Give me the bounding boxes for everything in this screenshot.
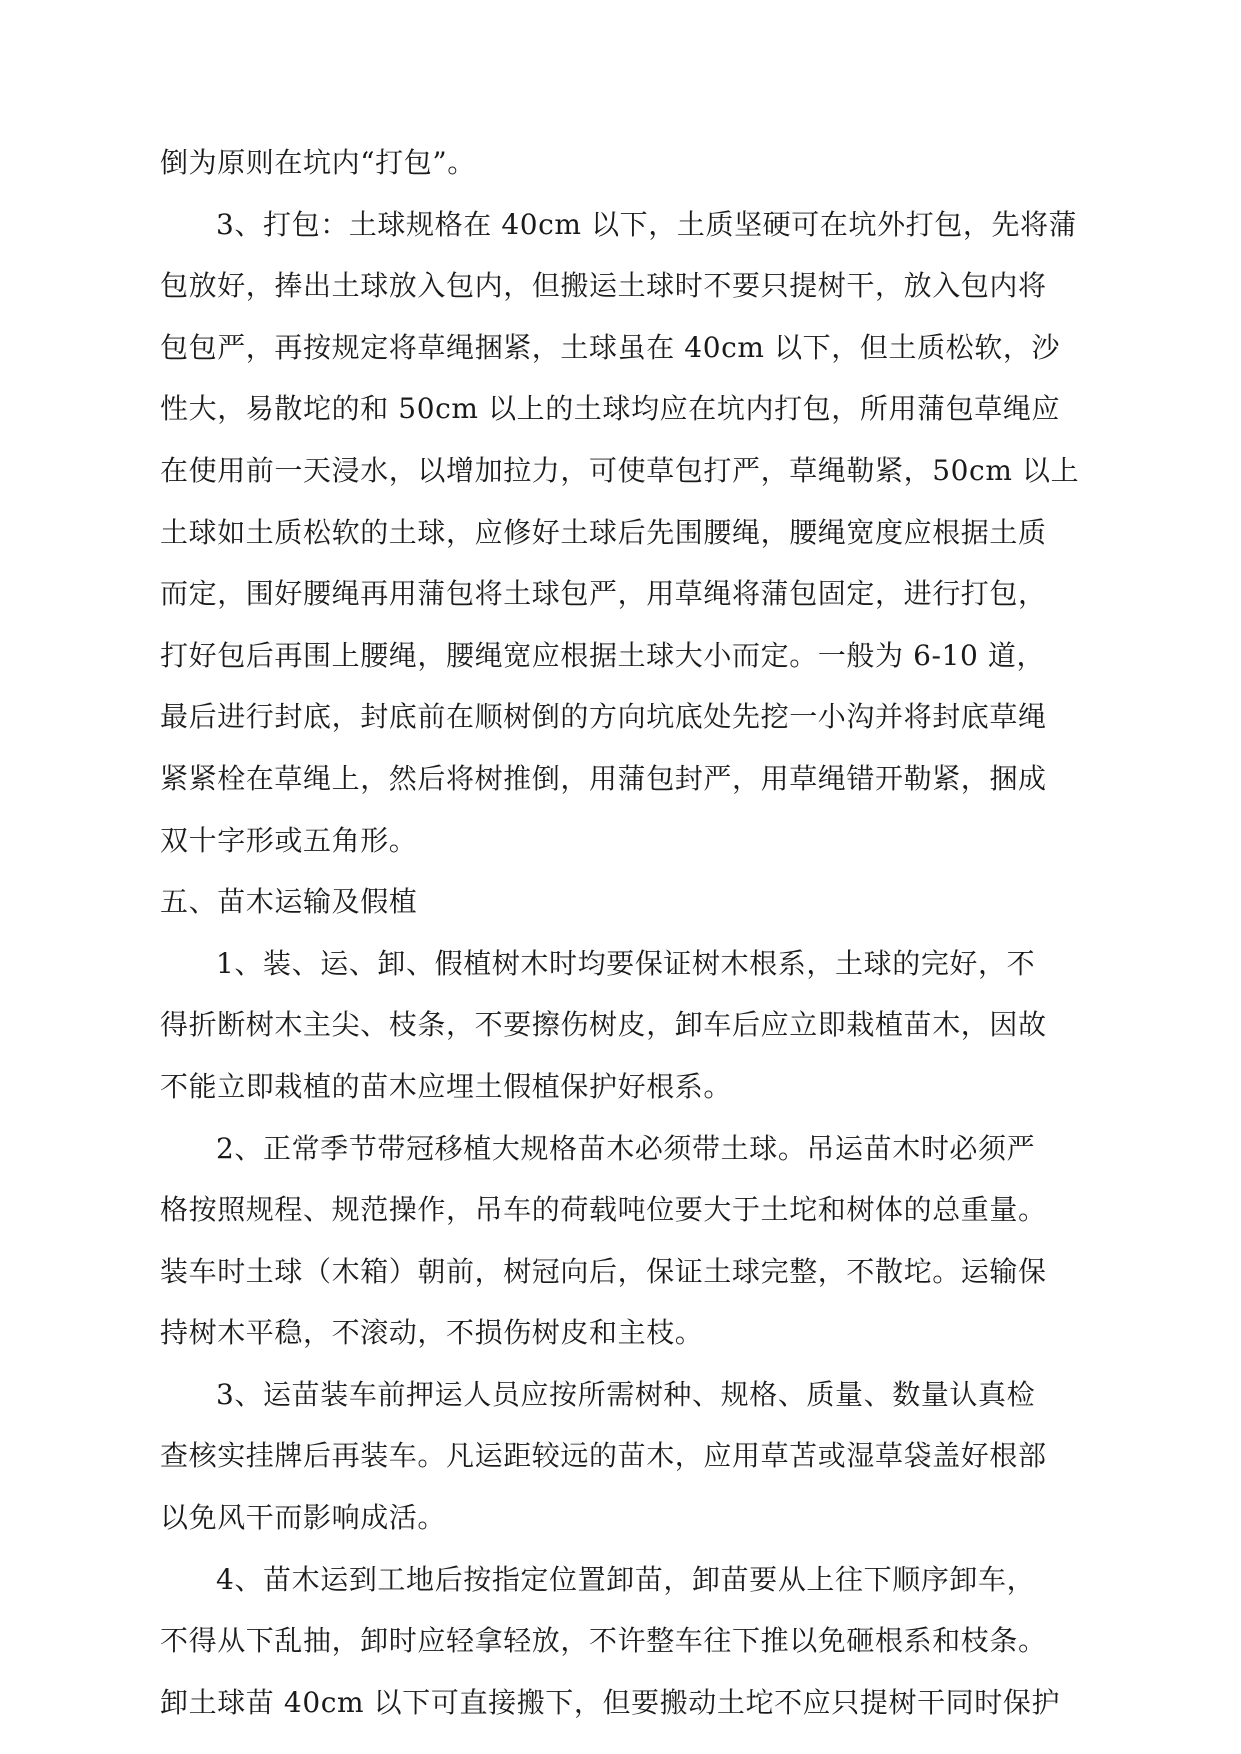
paragraph-start-line: 2、正常季节带冠移植大规格苗木必须带土球。吊运苗木时必须严 (216, 1131, 1036, 1165)
text-line: 包放好，捧出土球放入包内，但搬运土球时不要只提树干，放入包内将 (160, 269, 1047, 303)
text-line: 土球如土质松软的土球，应修好土球后先围腰绳，腰绳宽度应根据土质 (160, 515, 1047, 549)
text-line: 性大，易散坨的和 50cm 以上的土球均应在坑内打包，所用蒲包草绳应 (160, 392, 1061, 426)
text-line: 紧紧栓在草绳上，然后将树推倒，用蒲包封严，用草绳错开勒紧，捆成 (160, 761, 1047, 795)
text-line: 卸土球苗 40cm 以下可直接搬下，但要搬动土坨不应只提树干同时保护 (160, 1685, 1061, 1719)
text-line: 不得从下乱抽，卸时应轻拿轻放，不许整车往下推以免砸根系和枝条。 (160, 1624, 1047, 1658)
text-line: 打好包后再围上腰绳，腰绳宽应根据土球大小而定。一般为 6-10 道， (160, 638, 1046, 672)
text-line: 在使用前一天浸水，以增加拉力，可使草包打严，草绳勒紧，50cm 以上 (160, 453, 1080, 487)
text-line: 持树木平稳，不滚动，不损伤树皮和主枝。 (160, 1316, 704, 1350)
text-line: 格按照规程、规范操作，吊车的荷载吨位要大于土坨和树体的总重量。 (160, 1193, 1047, 1227)
text-line: 最后进行封底，封底前在顺树倒的方向坑底处先挖一小沟并将封底草绳 (160, 700, 1047, 734)
text-line: 包包严，再按规定将草绳捆紧，土球虽在 40cm 以下，但土质松软，沙 (160, 330, 1061, 364)
paragraph-start-line: 3、运苗装车前押运人员应按所需树种、规格、质量、数量认真检 (216, 1377, 1036, 1411)
text-line: 倒为原则在坑内“打包”。 (160, 146, 476, 179)
text-line: 双十字形或五角形。 (160, 823, 418, 857)
section-heading: 五、苗木运输及假植 (160, 885, 418, 919)
text-line: 不能立即栽植的苗木应埋土假植保护好根系。 (160, 1069, 733, 1103)
text-line: 以免风干而影响成活。 (160, 1501, 447, 1535)
text-line: 查核实挂牌后再装车。凡运距较远的苗木，应用草苫或湿草袋盖好根部 (160, 1439, 1047, 1473)
paragraph-start-line: 4、苗木运到工地后按指定位置卸苗，卸苗要从上往下顺序卸车， (216, 1562, 1036, 1596)
paragraph-start-line: 1、装、运、卸、假植树木时均要保证树木根系，土球的完好，不 (216, 946, 1036, 980)
text-line: 装车时土球（木箱）朝前，树冠向后，保证土球完整，不散坨。运输保 (160, 1254, 1047, 1288)
text-line: 而定，围好腰绳再用蒲包将土球包严，用草绳将蒲包固定，进行打包， (160, 577, 1047, 611)
text-line: 得折断树木主尖、枝条，不要擦伤树皮，卸车后应立即栽植苗木，因故 (160, 1008, 1047, 1042)
paragraph-start-line: 3、打包：土球规格在 40cm 以下，土质坚硬可在坑外打包，先将蒲 (216, 207, 1078, 241)
document-page (160, 132, 1080, 1733)
